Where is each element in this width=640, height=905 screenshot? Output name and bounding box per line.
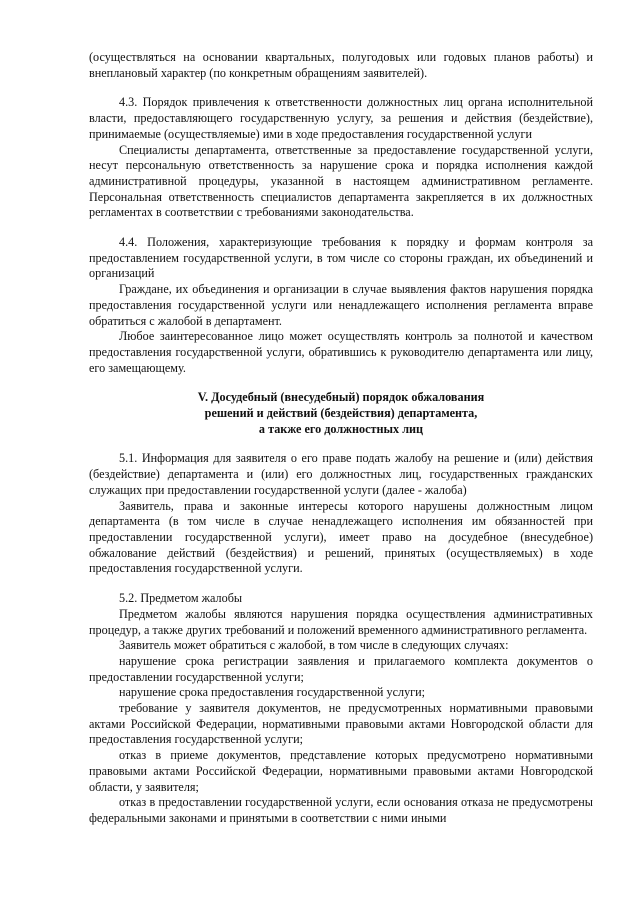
document-page (89, 50, 593, 827)
clause-4-4-text-2: Любое заинтересованное лицо может осуществлять контроль за полнотой и качеством предоставления государственной услуги, обратившись к руководителю департамента или лицу, его замещающему. (89, 329, 593, 375)
section-5-heading-line-3: а также его должностных лиц (258, 421, 424, 436)
section-5-heading-line-1: V. Досудебный (внесудебный) порядок обжалования (197, 390, 485, 405)
clause-4-4-text-1: Граждане, их объединения и организации в случае выявления фактов нарушения порядка предоставления государственной услуги или ненадлежащего исполнения регламента вправе обратиться с жалобой в департамент. (89, 282, 593, 328)
clause-4-3-text: Специалисты департамента, ответственные за предоставление государственной услуги, несут персональную ответственность за нарушение срока и порядка исполнения каждой административной процедуры, указанной в настоящем административном регламенте. Персональная ответственность специалистов департамента закрепляется в их должностных регламентах в соответствии с требованиями законодательства. (89, 142, 593, 220)
paragraph-continuation: (осуществляться на основании квартальных, полугодовых или годовых планов работы) и внеплановый характер (по конкретным обращениям заявителей). (89, 50, 593, 80)
clause-5-1-title: 5.1. Информация для заявителя о его праве подать жалобу на решение и (или) действия (бездействие) департамента и (или) его должностных лиц, государственных гражданских служащих при предоставлении государственной услуги (далее - жалоба) (89, 451, 593, 497)
case-item: отказ в приеме документов, представление которых предусмотрено нормативными правовыми актами Российской Федерации, нормативными правовыми актами Новгородской области, у заявителя; (89, 748, 593, 794)
clause-5-2-cases-intro: Заявитель может обратиться с жалобой, в том числе в следующих случаях: (119, 638, 509, 653)
case-item: требование у заявителя документов, не предусмотренных нормативными правовыми актами Российской Федерации, нормативными правовыми актами Новгородской области для предоставления государственной услуги; (89, 701, 593, 747)
clause-5-2-text: Предметом жалобы являются нарушения порядка осуществления административных процедур, а также других требований и положений временного административного регламента. (89, 606, 593, 637)
clause-5-2-title: 5.2. Предметом жалобы (119, 591, 243, 606)
case-item: нарушение срока предоставления государственной услуги; (119, 685, 426, 700)
clause-5-1-text: Заявитель, права и законные интересы которого нарушены должностным лицом департамента (в том числе в случае ненадлежащего исполнения им обязанностей при предоставлении государственной услуги), имеет право на досудебное (внесудебное) обжалование действий (бездействия) и решений, принятых (осуществляемых) в ходе предоставления государственной услуги. (89, 498, 593, 576)
clause-4-4-title: 4.4. Положения, характеризующие требования к порядку и формам контроля за предоставлением государственной услуги, в том числе со стороны граждан, их объединений и организаций (89, 235, 593, 281)
case-item: отказ в предоставлении государственной услуги, если основания отказа не предусмотрены федеральными законами и принятыми в соответствии с ними иными (89, 795, 593, 825)
clause-4-3-title: 4.3. Порядок привлечения к ответственности должностных лиц органа исполнительной власти, предоставляющего государственную услугу, за решения и действия (бездействие), принимаемые (осуществляемые) ими в ходе предоставления государственной услуги (89, 95, 593, 141)
section-5-heading-line-2: решений и действий (бездействия) департамента, (204, 406, 478, 421)
section-5-heading (89, 390, 593, 437)
case-item: нарушение срока регистрации заявления и прилагаемого комплекта документов о предоставлении государственной услуги; (89, 653, 593, 684)
